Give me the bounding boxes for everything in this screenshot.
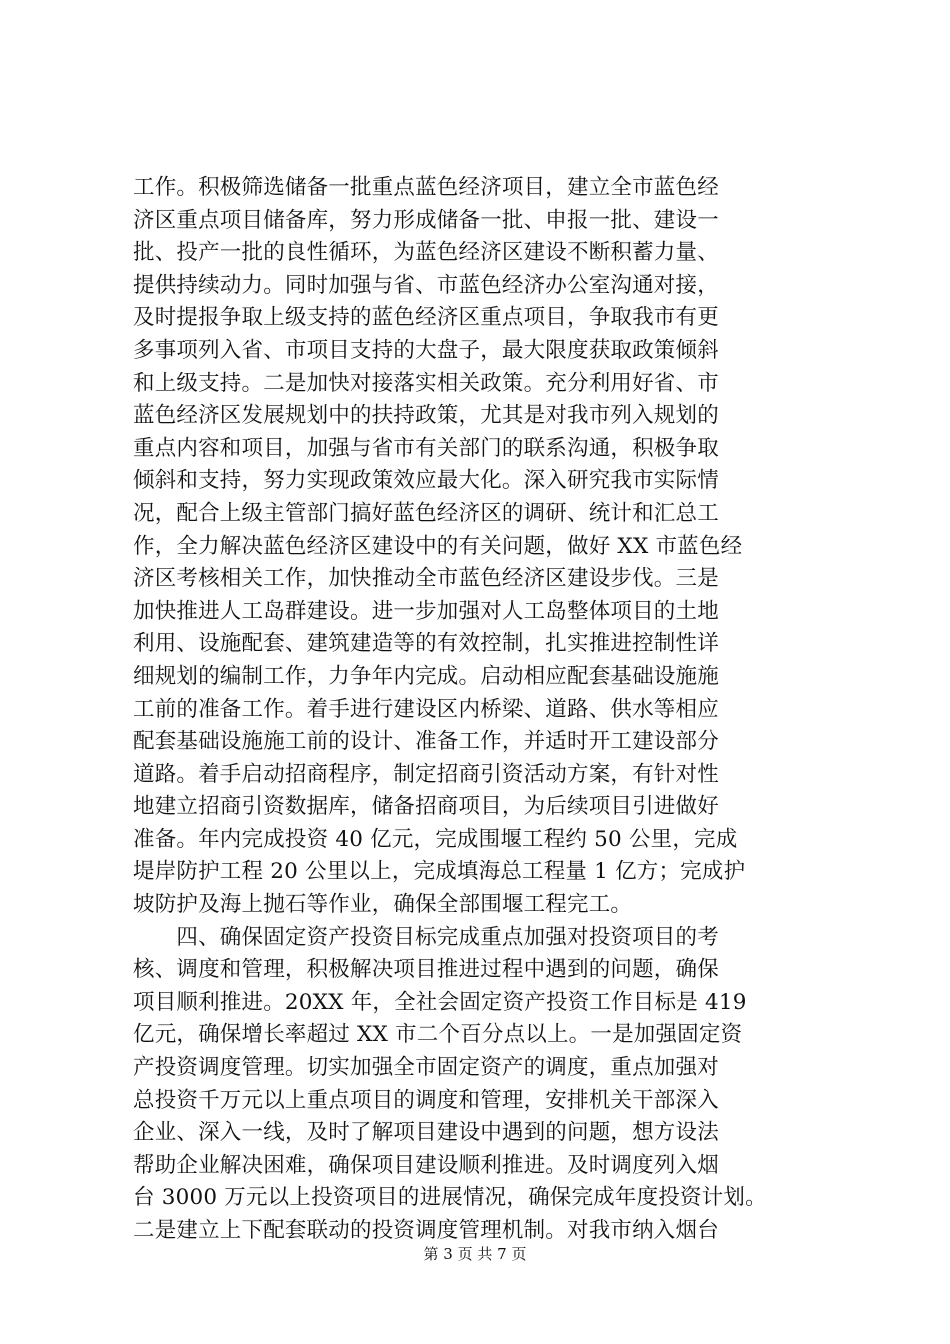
- text-line: 地建立招商引资数据库，储备招商项目，为后续项目引进做好: [133, 794, 719, 820]
- text-line: 工前的准备工作。着手进行建设区内桥梁、道路、供水等相应: [133, 696, 719, 722]
- text-line: 及时提报争取上级支持的蓝色经济区重点项目，争取我市有更: [133, 305, 719, 331]
- text-line: 坡防护及海上抛石等作业，确保全部围堰工程完工。: [133, 892, 633, 918]
- text-line: 亿元，确保增长率超过 XX 市二个百分点以上。一是加强固定资: [133, 1022, 743, 1048]
- text-line: 重点内容和项目，加强与省市有关部门的联系沟通，积极争取: [133, 435, 719, 461]
- text-line: 项目顺利推进。20XX 年，全社会固定资产投资工作目标是 419: [133, 989, 747, 1015]
- text-line: 工作。积极筛选储备一批重点蓝色经济项目，建立全市蓝色经: [133, 175, 719, 200]
- text-line: 细规划的编制工作，力争年内完成。启动相应配套基础设施施: [133, 663, 719, 689]
- text-line: 和上级支持。二是加快对接落实相关政策。充分利用好省、市: [133, 370, 719, 396]
- text-line: 多事项列入省、市项目支持的大盘子，最大限度获取政策倾斜: [133, 337, 719, 363]
- text-line: 企业、深入一线，及时了解项目建设中遇到的问题，想方设法: [133, 1120, 719, 1146]
- text-line: 加快推进人工岛群建设。进一步加强对人工岛整体项目的土地: [133, 598, 719, 624]
- text-line: 济区重点项目储备库，努力形成储备一批、申报一批、建设一: [133, 207, 719, 233]
- text-line: 作，全力解决蓝色经济区建设中的有关问题，做好 XX 市蓝色经: [133, 533, 743, 559]
- text-line: 四、确保固定资产投资目标完成重点加强对投资项目的考: [133, 924, 719, 950]
- text-line: 二是建立上下配套联动的投资调度管理机制。对我市纳入烟台: [133, 1218, 719, 1243]
- text-line: 配套基础设施施工前的设计、准备工作，并适时开工建设部分: [133, 729, 719, 755]
- page-footer: 第 3 页 共 7 页: [423, 1245, 527, 1263]
- text-line: 利用、设施配套、建筑建造等的有效控制，扎实推进控制性详: [133, 631, 719, 657]
- text-line: 蓝色经济区发展规划中的扶持政策，尤其是对我市列入规划的: [133, 403, 719, 429]
- text-line: 堤岸防护工程 20 公里以上，完成填海总工程量 1 亿方；完成护: [133, 859, 746, 885]
- text-line: 济区考核相关工作，加快推动全市蓝色经济区建设步伐。三是: [133, 566, 719, 592]
- text-line: 提供持续动力。同时加强与省、市蓝色经济办公室沟通对接，: [133, 272, 719, 298]
- text-line: 批、投产一批的良性循环，为蓝色经济区建设不断积蓄力量、: [133, 240, 719, 266]
- text-line: 况，配合上级主管部门搞好蓝色经济区的调研、统计和汇总工: [133, 500, 719, 526]
- text-line: 倾斜和支持，努力实现政策效应最大化。深入研究我市实际情: [133, 468, 719, 494]
- text-line: 核、调度和管理，积极解决项目推进过程中遇到的问题，确保: [133, 957, 719, 983]
- text-line: 道路。着手启动招商程序，制定招商引资活动方案，有针对性: [133, 761, 719, 787]
- body-text: [133, 172, 833, 1248]
- text-line: 总投资千万元以上重点项目的调度和管理，安排机关干部深入: [133, 1087, 719, 1113]
- text-line: 帮助企业解决困难，确保项目建设顺利推进。及时调度列入烟: [133, 1152, 719, 1178]
- text-line: 产投资调度管理。切实加强全市固定资产的调度，重点加强对: [133, 1055, 719, 1081]
- text-line: 准备。年内完成投资 40 亿元，完成围堰工程约 50 公里，完成: [133, 826, 738, 852]
- text-line: 台 3000 万元以上投资项目的进展情况，确保完成年度投资计划。: [133, 1185, 767, 1211]
